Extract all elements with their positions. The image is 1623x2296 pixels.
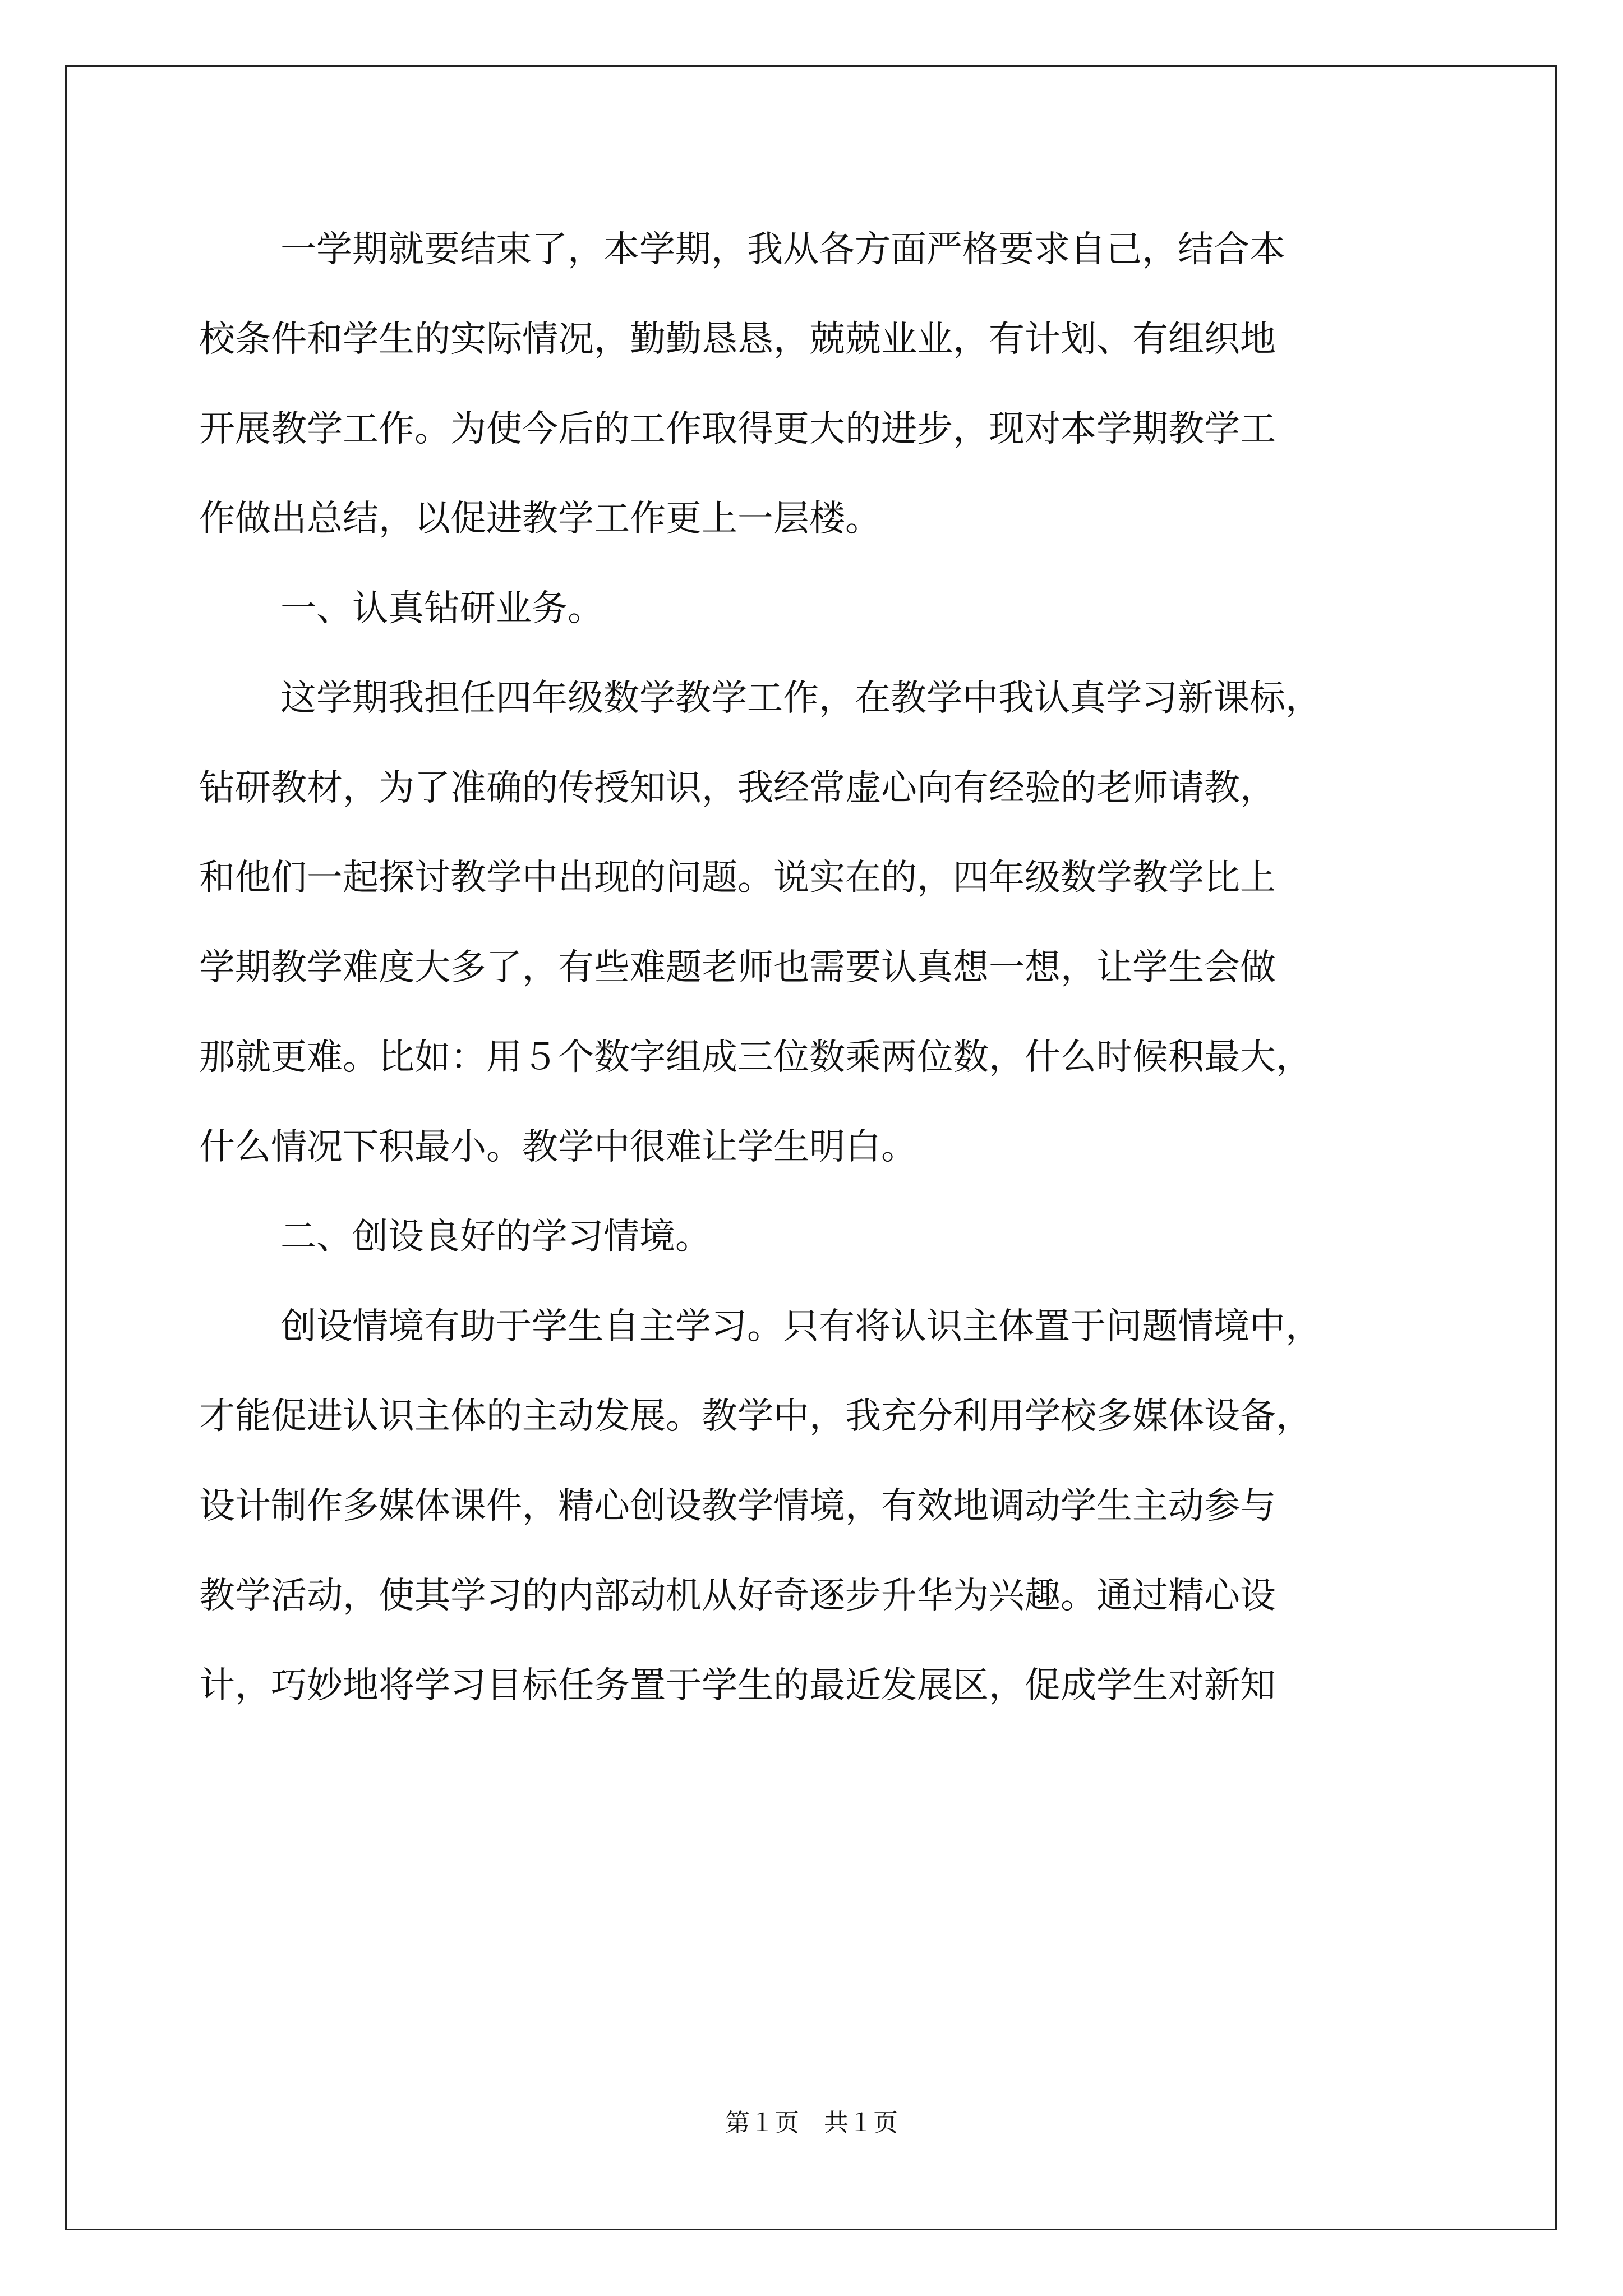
paragraph-3-line-5: 计，巧妙地将学习目标任务置于学生的最近发展区，促成学生对新知 [199,1665,1276,1706]
paragraph-3-line-3: 设计制作多媒体课件，精心创设教学情境，有效地调动学生主动参与 [199,1485,1276,1527]
paragraph-3-line-2: 才能促进认识主体的主动发展。教学中，我充分利用学校多媒体设备， [199,1396,1312,1437]
paragraph-2-line-6: 什么情况下积最小。教学中很难让学生明白。 [199,1126,917,1168]
paragraph-1-line-1: 一学期就要结束了，本学期，我从各方面严格要求自己，结合本 [280,229,1285,270]
paragraph-2-line-3: 和他们一起探讨教学中出现的问题。说实在的，四年级数学教学比上 [199,857,1276,899]
paragraph-3-line-1: 创设情境有助于学生自主学习。只有将认识主体置于问题情境中， [280,1306,1321,1347]
paragraph-1-line-3: 开展教学工作。为使今后的工作取得更大的进步，现对本学期教学工 [199,408,1276,450]
paragraph-2-line-1: 这学期我担任四年级数学教学工作，在教学中我认真学习新课标， [280,678,1321,719]
heading-2: 二、创设良好的学习情境。 [280,1216,711,1258]
paragraph-1-line-2: 校条件和学生的实际情况，勤勤恳恳，兢兢业业，有计划、有组织地 [199,319,1276,360]
paragraph-2-line-2: 钻研教材，为了准确的传授知识，我经常虚心向有经验的老师请教， [199,767,1276,809]
page-number-footer: 第１页 共１页 [725,2109,898,2137]
paragraph-2-line-4: 学期教学难度大多了，有些难题老师也需要认真想一想，让学生会做 [199,947,1276,988]
heading-1: 一、认真钻研业务。 [280,588,603,629]
paragraph-1-line-4: 作做出总结，以促进教学工作更上一层楼。 [199,498,881,540]
paragraph-2-line-5: 那就更难。比如：用５个数字组成三位数乘两位数，什么时候积最大， [199,1037,1312,1078]
paragraph-3-line-4: 教学活动，使其学习的内部动机从好奇逐步升华为兴趣。通过精心设 [199,1575,1276,1617]
